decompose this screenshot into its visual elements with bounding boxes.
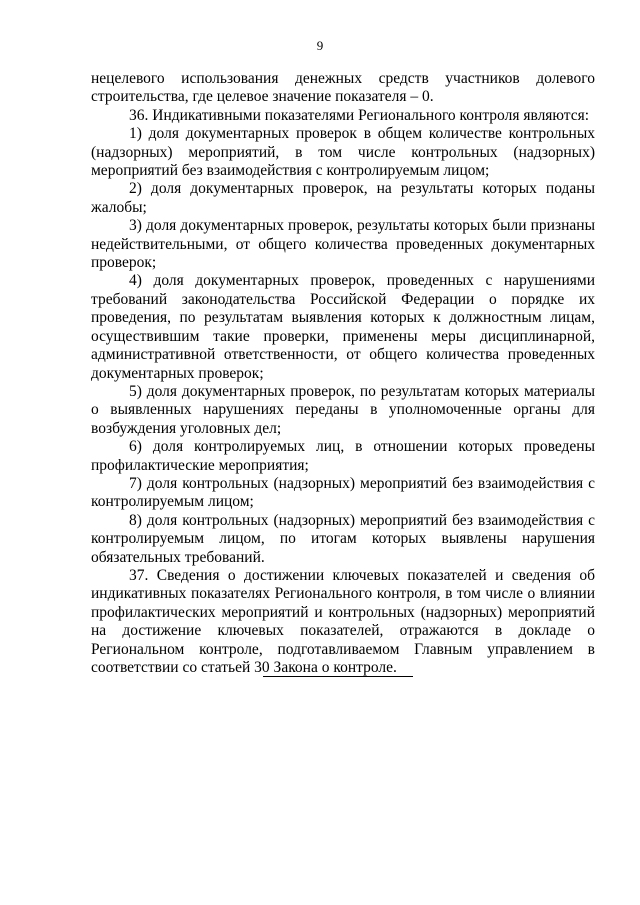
list-item-2: 2) доля документарных проверок, на результаты которых поданы жалобы; xyxy=(91,180,595,216)
list-item-8: 8) доля контрольных (надзорных) мероприятий без взаимодействия с контролируемым лицом, по итогам которых выявлены нарушения обязательных требований. xyxy=(91,511,595,566)
list-item-3: 3) доля документарных проверок, результаты которых были признаны недействительными, от общего количества проведенных документарных проверок; xyxy=(91,217,595,272)
list-item-1: 1) доля документарных проверок в общем количестве контрольных (надзорных) мероприятий, в том числе контрольных (надзорных) мероприятий без взаимодействия с контролируемым лицом; xyxy=(91,125,595,180)
list-item-7: 7) доля контрольных (надзорных) мероприятий без взаимодействия с контролируемым лицом; xyxy=(91,474,595,511)
paragraph-continuation: нецелевого использования денежных средств участников долевого строительства, где целевое значение показателя – 0. xyxy=(91,70,595,106)
list-item-5: 5) доля документарных проверок, по результатам которых материалы о выявленных нарушениях переданы в уполномоченные органы для возбуждения уголовных дел; xyxy=(91,382,595,437)
document-body xyxy=(91,70,595,677)
page-number: 9 xyxy=(316,38,324,53)
end-divider-line xyxy=(263,676,413,677)
list-item-6: 6) доля контролируемых лиц, в отношении которых проведены профилактические мероприятия; xyxy=(91,438,595,474)
list-item-4: 4) доля документарных проверок, проведенных с нарушениями требований законодательства Российской Федерации о порядке их проведения, по результатам выявления которых к должностным лицам, осуществившим такие проверки, применены меры дисциплинарной, административной ответственности, от общего количества проведенных документарных проверок; xyxy=(91,272,595,382)
paragraph-item-36: 36. Индикативными показателями Регионального контроля являются: xyxy=(129,106,590,124)
paragraph-item-37: 37. Сведения о достижении ключевых показателей и сведения об индикативных показателях Регионального контроля, в том числе о влиянии профилактических мероприятий и контрольных (надзорных) мероприятий на достижение ключевых показателей, отражаются в докладе о Региональном контроле, подготавливаемом Главным управлением в соответствии со статьей 30 Закона о контроле. xyxy=(91,566,595,676)
